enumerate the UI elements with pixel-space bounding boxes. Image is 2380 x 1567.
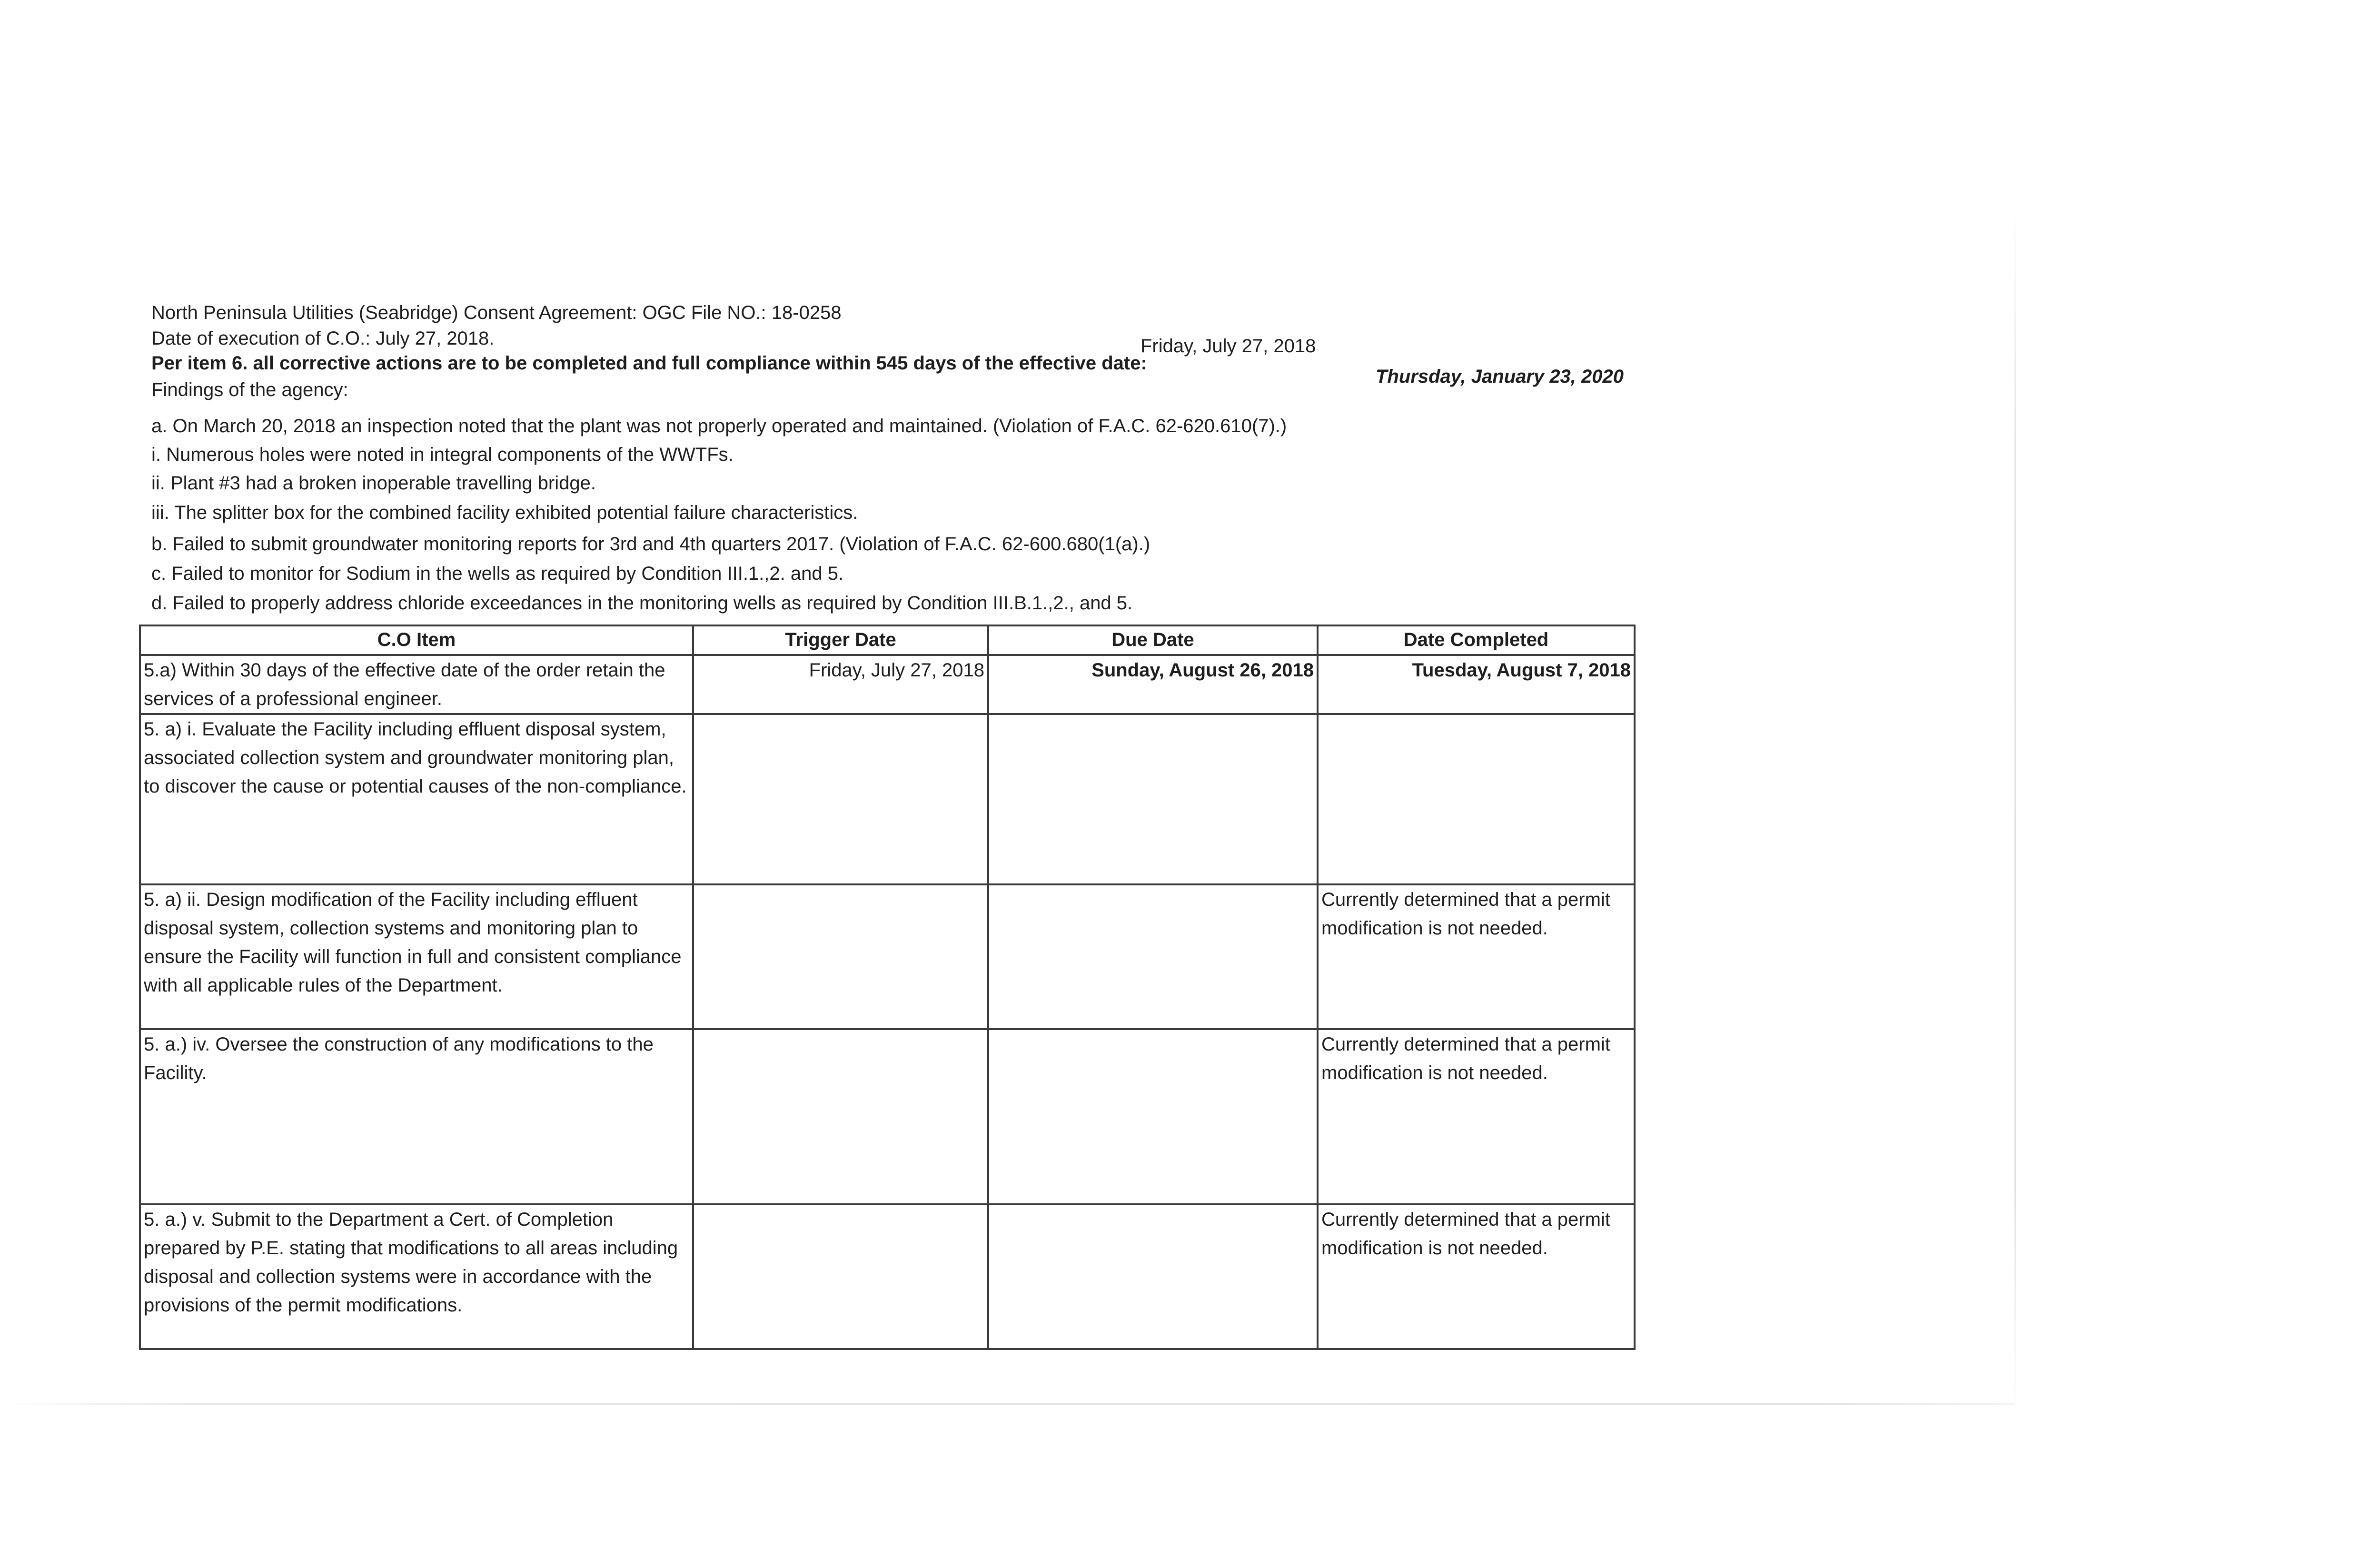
finding-a-ii: ii. Plant #3 had a broken inoperable travelling bridge. bbox=[151, 473, 596, 494]
document-title: North Peninsula Utilities (Seabridge) Consent Agreement: OGC File NO.: 18-0258 bbox=[151, 302, 842, 323]
table-row bbox=[140, 884, 1635, 1029]
scan-edge-bottom bbox=[0, 1403, 2014, 1405]
scan-edge-right bbox=[2014, 200, 2016, 1418]
header-due-date: Due Date bbox=[988, 625, 1318, 655]
table-row bbox=[140, 655, 1635, 714]
co-items-table bbox=[139, 625, 1636, 1350]
date-completed-cell: Tuesday, August 7, 2018 bbox=[1318, 655, 1635, 714]
header-co-item: C.O Item bbox=[140, 625, 693, 655]
due-date-cell: Sunday, August 26, 2018 bbox=[988, 655, 1318, 714]
date-completed-cell: Currently determined that a permit modification is not needed. bbox=[1318, 1204, 1635, 1349]
finding-a-iii: iii. The splitter box for the combined facility exhibited potential failure characteristics. bbox=[151, 502, 858, 523]
co-item-cell: 5. a.) v. Submit to the Department a Cert. of Completion prepared by P.E. stating that modifications to all areas including disposal and collection systems were in accordance with the provisions of the permit modifications. bbox=[140, 1204, 693, 1349]
execution-label: Date of execution of C.O.: July 27, 2018. bbox=[151, 328, 495, 349]
table-row bbox=[140, 1204, 1635, 1349]
finding-b: b. Failed to submit groundwater monitoring reports for 3rd and 4th quarters 2017. (Violation of F.A.C. 62-600.680(1(a).) bbox=[151, 534, 1150, 555]
co-item-cell: 5. a) ii. Design modification of the Facility including effluent disposal system, collection systems and monitoring plan to ensure the Facility will function in full and consistent compliance with all applicable rules of the Department. bbox=[140, 884, 693, 1029]
co-item-cell: 5. a.) iv. Oversee the construction of any modifications to the Facility. bbox=[140, 1029, 693, 1204]
trigger-date-cell: Friday, July 27, 2018 bbox=[693, 655, 988, 714]
trigger-date-cell bbox=[693, 1204, 988, 1349]
finding-c: c. Failed to monitor for Sodium in the wells as required by Condition III.1.,2. and 5. bbox=[151, 563, 844, 584]
findings-heading: Findings of the agency: bbox=[151, 379, 348, 400]
trigger-date-cell bbox=[693, 884, 988, 1029]
due-date-cell bbox=[988, 884, 1318, 1029]
date-completed-cell: Currently determined that a permit modification is not needed. bbox=[1318, 884, 1635, 1029]
finding-d: d. Failed to properly address chloride exceedances in the monitoring wells as required by Condition III.B.1.,2., and 5. bbox=[151, 593, 1133, 614]
compliance-statement: Per item 6. all corrective actions are to be completed and full compliance within 545 days of the effective date: bbox=[151, 353, 1147, 374]
table-row bbox=[140, 1029, 1635, 1204]
finding-a-i: i. Numerous holes were noted in integral components of the WWTFs. bbox=[151, 444, 734, 465]
compliance-date: Thursday, January 23, 2020 bbox=[1376, 366, 1624, 387]
trigger-date-cell bbox=[693, 714, 988, 884]
table-row bbox=[140, 714, 1635, 884]
execution-date: Friday, July 27, 2018 bbox=[1140, 336, 1316, 357]
date-completed-cell: Currently determined that a permit modification is not needed. bbox=[1318, 1029, 1635, 1204]
header-trigger-date: Trigger Date bbox=[693, 625, 988, 655]
date-completed-cell bbox=[1318, 714, 1635, 884]
due-date-cell bbox=[988, 1029, 1318, 1204]
table-header-row bbox=[140, 625, 1635, 655]
header-date-completed: Date Completed bbox=[1318, 625, 1635, 655]
due-date-cell bbox=[988, 714, 1318, 884]
co-item-cell: 5.a) Within 30 days of the effective date of the order retain the services of a professional engineer. bbox=[140, 655, 693, 714]
co-item-cell: 5. a) i. Evaluate the Facility including effluent disposal system, associated collection system and groundwater monitoring plan, to discover the cause or potential causes of the non-compliance. bbox=[140, 714, 693, 884]
trigger-date-cell bbox=[693, 1029, 988, 1204]
finding-a: a. On March 20, 2018 an inspection noted that the plant was not properly operated and maintained. (Violation of F.A.C. 62-620.610(7).) bbox=[151, 416, 1287, 436]
due-date-cell bbox=[988, 1204, 1318, 1349]
